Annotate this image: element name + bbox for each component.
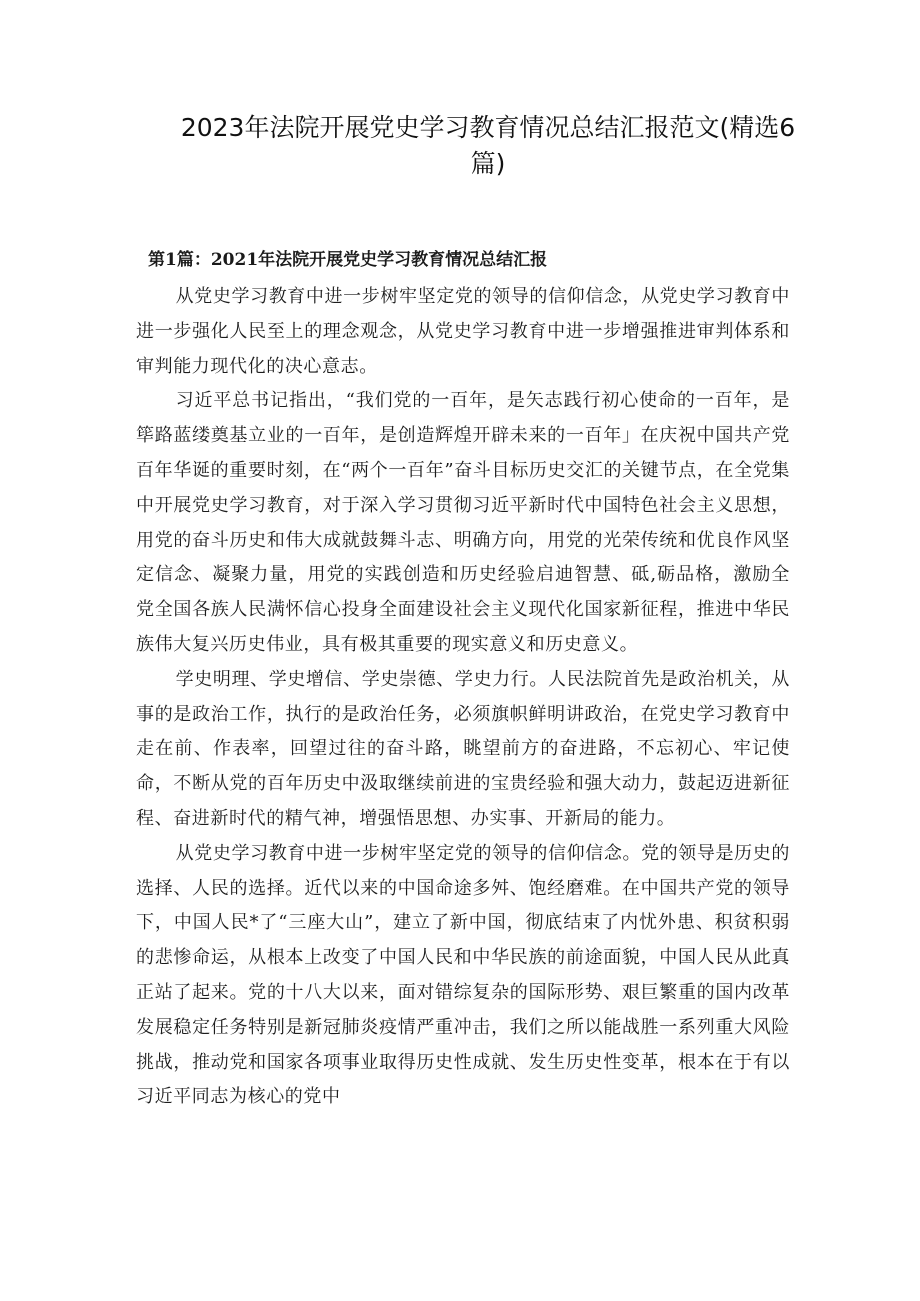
- paragraph: 学史明理、学史增信、学史崇德、学史力行。人民法院首先是政治机关，从事的是政治工作，执行的是政治任务，必须旗帜鲜明讲政治，在党史学习教育中走在前、作表率，回望过往的奋斗路，眺望前方的奋进路，不忘初心、牢记使命，不断从党的百年历史中汲取继续前进的宝贵经验和强大动力，鼓起迈进新征程、奋进新时代的精气神，增强悟思想、办实事、开新局的能力。: [136, 668, 790, 829]
- document-title: 2023年法院开展党史学习教育情况总结汇报范文(精选6篇): [180, 113, 796, 178]
- paragraph: 从党史学习教育中进一步树牢坚定党的领导的信仰信念。党的领导是历史的选择、人民的选择。近代以来的中国命途多舛、饱经磨难。在中国共产党的领导下，中国人民*了“三座大山”，建立了新中国，彻底结束了内忧外患、积贫积弱的悲惨命运，从根本上改变了中国人民和中华民族的前途面貌，中国人民从此真正站了起来。党的十八大以来，面对错综复杂的国际形势、艰巨繁重的国内改革发展稳定任务特别是新冠肺炎疫情严重冲击，我们之所以能战胜一系列重大风险挑战，推动党和国家各项事业取得历史性成就、发生历史性变革，根本在于有以习近平同志为核心的党中: [136, 842, 790, 1108]
- paragraph: 习近平总书记指出，“我们党的一百年，是矢志践行初心使命的一百年，是筚路蓝缕奠基立业的一百年，是创造辉煌开辟未来的一百年」在庆祝中国共产党百年华诞的重要时刻，在“两个一百年”奋斗目标历史交汇的关键节点，在全党集中开展党史学习教育，对于深入学习贯彻习近平新时代中国特色社会主义思想，用党的奋斗历史和伟大成就鼓舞斗志、明确方向，用党的光荣传统和优良作风坚定信念、凝聚力量，用党的实践创造和历史经验启迪智慧、砥,砺品格，激励全党全国各族人民满怀信心投身全面建设社会主义现代化国家新征程，推进中华民族伟大复兴历史伟业，具有极其重要的现实意义和历史意义。: [136, 390, 790, 655]
- chapter-heading: 第1篇：2021年法院开展党史学习教育情况总结汇报: [148, 250, 548, 270]
- document-body: [136, 280, 790, 1115]
- paragraph: 从党史学习教育中进一步树牢坚定党的领导的信仰信念，从党史学习教育中进一步强化人民至上的理念观念，从党史学习教育中进一步增强推进审判体系和审判能力现代化的决心意志。: [136, 286, 790, 377]
